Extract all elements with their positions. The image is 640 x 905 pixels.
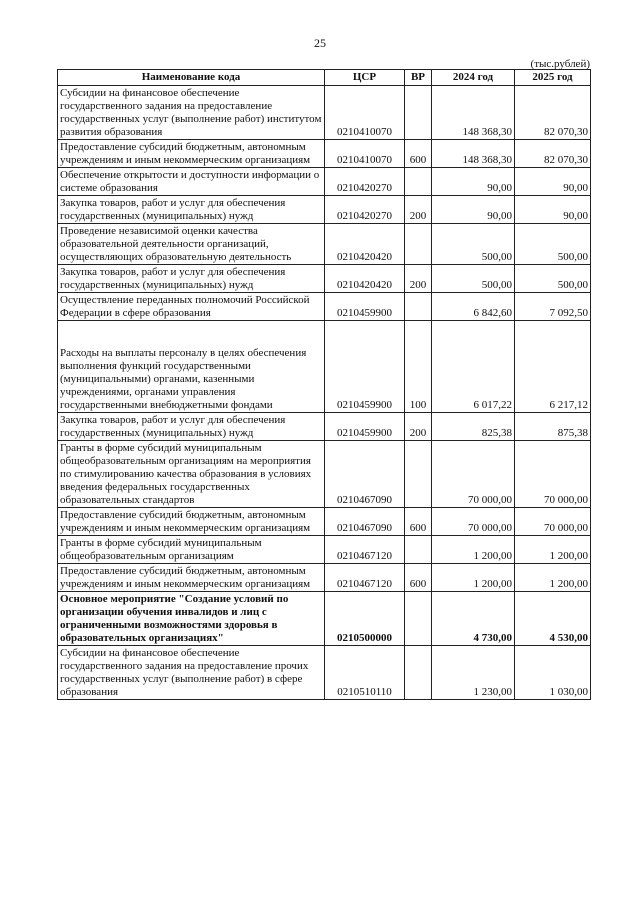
cell-csr: 0210459900 xyxy=(325,293,405,321)
header-2024: 2024 год xyxy=(432,70,515,86)
cell-csr: 0210467090 xyxy=(325,441,405,508)
table-row xyxy=(58,293,591,321)
budget-table xyxy=(57,69,591,700)
cell-y2025: 70 000,00 xyxy=(515,508,591,536)
cell-y2024: 1 200,00 xyxy=(432,536,515,564)
cell-y2025: 500,00 xyxy=(515,265,591,293)
header-name: Наименование кода xyxy=(58,70,325,86)
cell-vr: 600 xyxy=(405,564,432,592)
cell-csr: 0210410070 xyxy=(325,86,405,140)
cell-name: Субсидии на финансовое обеспечение государственного задания на предоставление государственных услуг (выполнение работ) институтом развития образования xyxy=(58,86,325,140)
table-row xyxy=(58,265,591,293)
cell-name: Гранты в форме субсидий муниципальным общеобразовательным организациям на мероприятия по стимулированию качества образования в условиях введения федеральных государственных образовательных стандартов xyxy=(58,441,325,508)
cell-vr xyxy=(405,293,432,321)
cell-y2024: 825,38 xyxy=(432,413,515,441)
cell-y2025: 6 217,12 xyxy=(515,321,591,413)
cell-y2024: 90,00 xyxy=(432,168,515,196)
cell-csr: 0210467090 xyxy=(325,508,405,536)
cell-name: Закупка товаров, работ и услуг для обеспечения государственных (муниципальных) нужд xyxy=(58,196,325,224)
cell-name: Закупка товаров, работ и услуг для обеспечения государственных (муниципальных) нужд xyxy=(58,265,325,293)
cell-y2024: 6 842,60 xyxy=(432,293,515,321)
cell-y2024: 1 200,00 xyxy=(432,564,515,592)
cell-y2024: 90,00 xyxy=(432,196,515,224)
cell-vr xyxy=(405,168,432,196)
cell-y2025: 7 092,50 xyxy=(515,293,591,321)
cell-y2025: 90,00 xyxy=(515,196,591,224)
cell-name: Предоставление субсидий бюджетным, автономным учреждениям и иным некоммерческим организациям xyxy=(58,564,325,592)
table-row xyxy=(58,140,591,168)
cell-vr: 600 xyxy=(405,140,432,168)
cell-name: Осуществление переданных полномочий Российской Федерации в сфере образования xyxy=(58,293,325,321)
cell-name: Проведение независимой оценки качества образовательной деятельности организаций, осуществляющих образовательную деятельность xyxy=(58,224,325,265)
cell-y2024: 500,00 xyxy=(432,265,515,293)
cell-y2024: 4 730,00 xyxy=(432,592,515,646)
cell-csr: 0210510110 xyxy=(325,646,405,700)
cell-vr: 100 xyxy=(405,321,432,413)
table-row xyxy=(58,564,591,592)
cell-vr xyxy=(405,86,432,140)
cell-y2025: 1 200,00 xyxy=(515,564,591,592)
header-row xyxy=(58,70,591,86)
cell-y2025: 70 000,00 xyxy=(515,441,591,508)
cell-vr xyxy=(405,646,432,700)
table-row xyxy=(58,536,591,564)
table-row xyxy=(58,508,591,536)
cell-csr: 0210410070 xyxy=(325,140,405,168)
table-row xyxy=(58,646,591,700)
page-number: 25 xyxy=(314,36,326,50)
cell-y2025: 4 530,00 xyxy=(515,592,591,646)
cell-name: Предоставление субсидий бюджетным, автономным учреждениям и иным некоммерческим организациям xyxy=(58,140,325,168)
cell-name: Основное мероприятие "Создание условий по организации обучения инвалидов и лиц с ограниченными возможностями здоровья в образовательных организациях" xyxy=(58,592,325,646)
table-row xyxy=(58,196,591,224)
cell-csr: 0210459900 xyxy=(325,321,405,413)
table-row xyxy=(58,321,591,413)
table-row xyxy=(58,592,591,646)
cell-name: Расходы на выплаты персоналу в целях обеспечения выполнения функций государственными (муниципальными) органами, казенными учреждениями, органами управления государственными внебюджетными фондами xyxy=(58,321,325,413)
cell-vr: 200 xyxy=(405,413,432,441)
cell-vr xyxy=(405,441,432,508)
cell-name: Обеспечение открытости и доступности информации о системе образования xyxy=(58,168,325,196)
cell-csr: 0210420270 xyxy=(325,196,405,224)
cell-csr: 0210459900 xyxy=(325,413,405,441)
cell-name: Закупка товаров, работ и услуг для обеспечения государственных (муниципальных) нужд xyxy=(58,413,325,441)
units-label: (тыс.рублей) xyxy=(530,58,590,70)
header-vr: ВР xyxy=(405,70,432,86)
cell-y2025: 82 070,30 xyxy=(515,86,591,140)
cell-vr xyxy=(405,536,432,564)
cell-y2025: 1 200,00 xyxy=(515,536,591,564)
cell-y2024: 500,00 xyxy=(432,224,515,265)
cell-y2024: 148 368,30 xyxy=(432,86,515,140)
cell-csr: 0210500000 xyxy=(325,592,405,646)
cell-csr: 0210420420 xyxy=(325,265,405,293)
cell-y2024: 6 017,22 xyxy=(432,321,515,413)
cell-vr: 200 xyxy=(405,265,432,293)
cell-y2024: 148 368,30 xyxy=(432,140,515,168)
cell-csr: 0210467120 xyxy=(325,536,405,564)
cell-vr xyxy=(405,224,432,265)
table-row xyxy=(58,413,591,441)
table-row xyxy=(58,224,591,265)
table-row xyxy=(58,86,591,140)
cell-y2025: 500,00 xyxy=(515,224,591,265)
cell-csr: 0210420270 xyxy=(325,168,405,196)
table-row xyxy=(58,168,591,196)
table-body xyxy=(58,86,591,700)
cell-name: Предоставление субсидий бюджетным, автономным учреждениям и иным некоммерческим организациям xyxy=(58,508,325,536)
header-2025: 2025 год xyxy=(515,70,591,86)
cell-vr xyxy=(405,592,432,646)
cell-y2024: 70 000,00 xyxy=(432,508,515,536)
cell-name: Субсидии на финансовое обеспечение государственного задания на предоставление прочих государственных услуг (выполнение работ) в сфере образования xyxy=(58,646,325,700)
cell-csr: 0210420420 xyxy=(325,224,405,265)
cell-y2025: 90,00 xyxy=(515,168,591,196)
header-csr: ЦСР xyxy=(325,70,405,86)
cell-y2025: 875,38 xyxy=(515,413,591,441)
cell-y2025: 82 070,30 xyxy=(515,140,591,168)
cell-vr: 200 xyxy=(405,196,432,224)
cell-y2024: 70 000,00 xyxy=(432,441,515,508)
cell-csr: 0210467120 xyxy=(325,564,405,592)
cell-y2025: 1 030,00 xyxy=(515,646,591,700)
table-row xyxy=(58,441,591,508)
cell-name: Гранты в форме субсидий муниципальным общеобразовательным организациям xyxy=(58,536,325,564)
cell-vr: 600 xyxy=(405,508,432,536)
cell-y2024: 1 230,00 xyxy=(432,646,515,700)
